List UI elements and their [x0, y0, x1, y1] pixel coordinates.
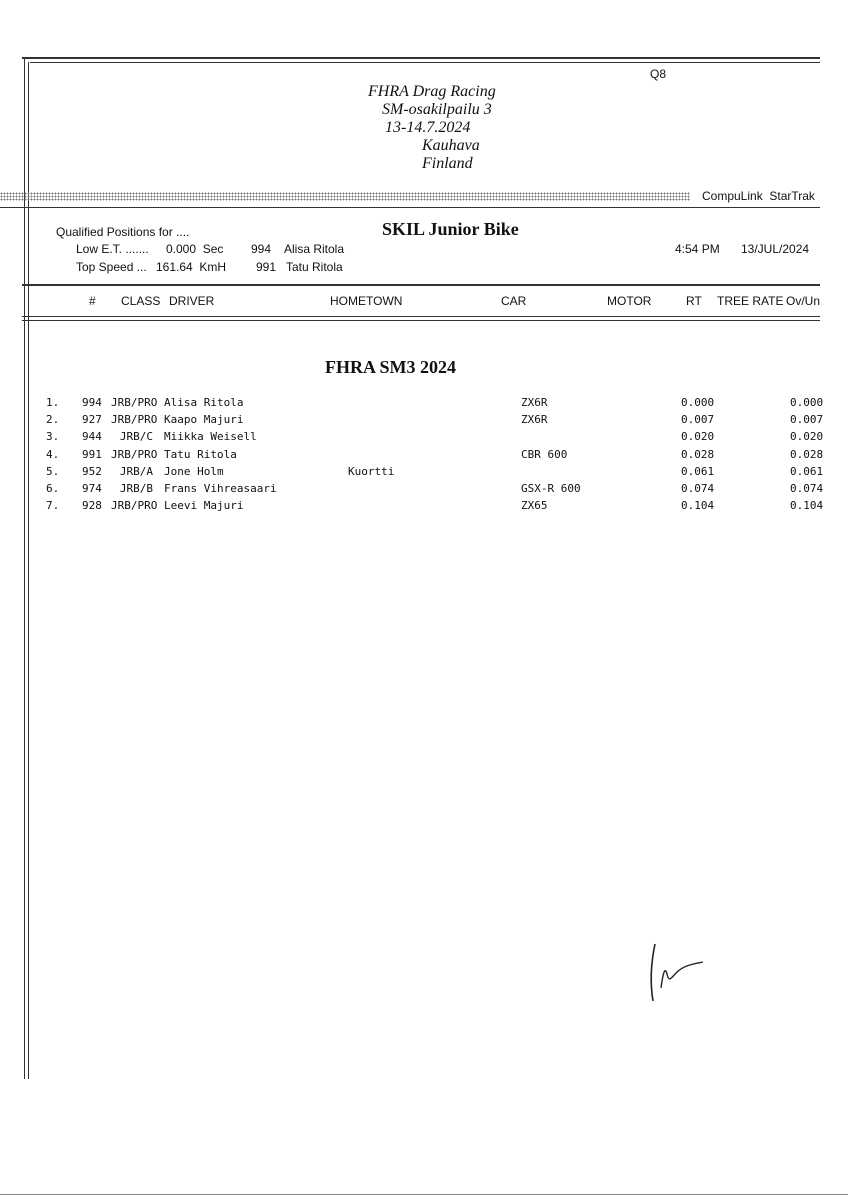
col-car: CAR: [501, 294, 527, 308]
top-speed-number: 991: [256, 260, 277, 274]
row-position: 1.: [46, 396, 60, 409]
row-position: 4.: [46, 447, 60, 461]
col-hometown: HOMETOWN: [330, 294, 403, 308]
row-rt: 0.028: [681, 447, 715, 461]
row-number: 927: [82, 413, 102, 427]
row-rt: 0.061: [681, 464, 715, 478]
header-rule: [0, 207, 820, 208]
row-class: JRB/A: [119, 464, 153, 478]
left-border-2: [28, 62, 29, 1079]
system-label: CompuLink StarTrak: [702, 189, 815, 203]
row-number: 944: [82, 430, 102, 444]
row-position: 6.: [46, 482, 60, 495]
row-number: 991: [82, 447, 102, 461]
event-line-2: SM-osakilpailu 3: [382, 101, 492, 118]
page-code: Q8: [650, 67, 667, 81]
row-position: 2.: [46, 413, 60, 427]
low-et-number: 994: [251, 242, 272, 256]
low-et-label: Low E.T. .......: [76, 242, 149, 256]
top-rule-2: [30, 62, 820, 63]
col-motor: MOTOR: [607, 294, 652, 308]
row-ov-un: 0.020: [790, 430, 824, 444]
row-rt: 0.104: [681, 499, 715, 513]
row-position: 3.: [46, 430, 60, 444]
col-ov-un: Ov/Un: [786, 294, 821, 308]
table-row: [0, 413, 848, 430]
row-class: JRB/PRO: [111, 396, 158, 409]
event-line-5: Finland: [422, 155, 473, 172]
row-number: 928: [82, 499, 102, 513]
col-rt: RT: [686, 294, 702, 308]
top-speed-label: Top Speed ...: [76, 260, 147, 274]
table-row: [0, 499, 848, 516]
event-line-1: FHRA Drag Racing: [368, 83, 496, 100]
row-class: JRB/C: [119, 430, 153, 444]
row-number: 974: [82, 482, 102, 495]
row-hometown: Kuortti: [348, 464, 395, 478]
row-rt: 0.020: [681, 430, 715, 444]
row-driver: Leevi Majuri: [164, 499, 244, 513]
top-speed-driver: Tatu Ritola: [286, 260, 343, 274]
table-row: [0, 465, 848, 482]
top-rule: [22, 57, 820, 59]
col-num: #: [89, 294, 96, 308]
table-row: [0, 482, 848, 499]
report-date: 13/JUL/2024: [741, 242, 810, 256]
class-title: SKIL Junior Bike: [382, 219, 519, 239]
row-rt: 0.007: [681, 413, 715, 427]
row-ov-un: 0.104: [790, 499, 824, 513]
row-ov-un: 0.000: [790, 396, 824, 409]
qualified-heading: Qualified Positions for ....: [56, 225, 190, 239]
row-driver: Frans Vihreasaari: [164, 482, 277, 495]
section-title: FHRA SM3 2024: [325, 357, 457, 377]
row-driver: Kaapo Majuri: [164, 413, 244, 427]
row-car: ZX65: [521, 499, 548, 513]
left-border: [24, 57, 25, 1079]
table-row: [0, 430, 848, 447]
row-number: 994: [82, 396, 102, 409]
row-driver: Alisa Ritola: [164, 396, 244, 409]
row-position: 7.: [46, 499, 60, 513]
column-rule-bottom-2: [22, 320, 820, 321]
event-line-3: 13-14.7.2024: [385, 119, 471, 136]
row-driver: Tatu Ritola: [164, 447, 237, 461]
handwritten-signature-icon: [645, 938, 715, 1008]
table-row: [0, 448, 848, 465]
low-et-driver: Alisa Ritola: [284, 242, 345, 256]
top-speed-value: 161.64 KmH: [156, 260, 227, 274]
row-class: JRB/PRO: [111, 413, 158, 427]
row-car: ZX6R: [521, 413, 548, 427]
row-driver: Jone Holm: [164, 464, 224, 478]
row-driver: Miikka Weisell: [164, 430, 257, 444]
row-class: JRB/PRO: [111, 447, 158, 461]
col-tree-rate: TREE RATE: [717, 294, 784, 308]
row-rt: 0.000: [681, 396, 715, 409]
dotted-separator: [0, 192, 690, 201]
report-time: 4:54 PM: [675, 242, 720, 256]
col-class: CLASS: [121, 294, 161, 308]
row-class: JRB/B: [119, 482, 153, 495]
row-number: 952: [82, 464, 102, 478]
row-car: GSX-R 600: [521, 482, 581, 495]
row-ov-un: 0.028: [790, 447, 824, 461]
event-line-4: Kauhava: [422, 137, 480, 154]
col-driver: DRIVER: [169, 294, 215, 308]
bottom-rule: [0, 1194, 848, 1195]
table-row: [0, 396, 848, 413]
row-car: ZX6R: [521, 396, 548, 409]
row-car: CBR 600: [521, 447, 568, 461]
column-rule-top: [22, 284, 820, 286]
row-position: 5.: [46, 464, 60, 478]
row-ov-un: 0.061: [790, 464, 824, 478]
low-et-value: 0.000 Sec: [166, 242, 224, 256]
column-rule-bottom: [22, 316, 820, 317]
row-rt: 0.074: [681, 482, 715, 495]
row-ov-un: 0.007: [790, 413, 824, 427]
row-ov-un: 0.074: [790, 482, 824, 495]
row-class: JRB/PRO: [111, 499, 158, 513]
